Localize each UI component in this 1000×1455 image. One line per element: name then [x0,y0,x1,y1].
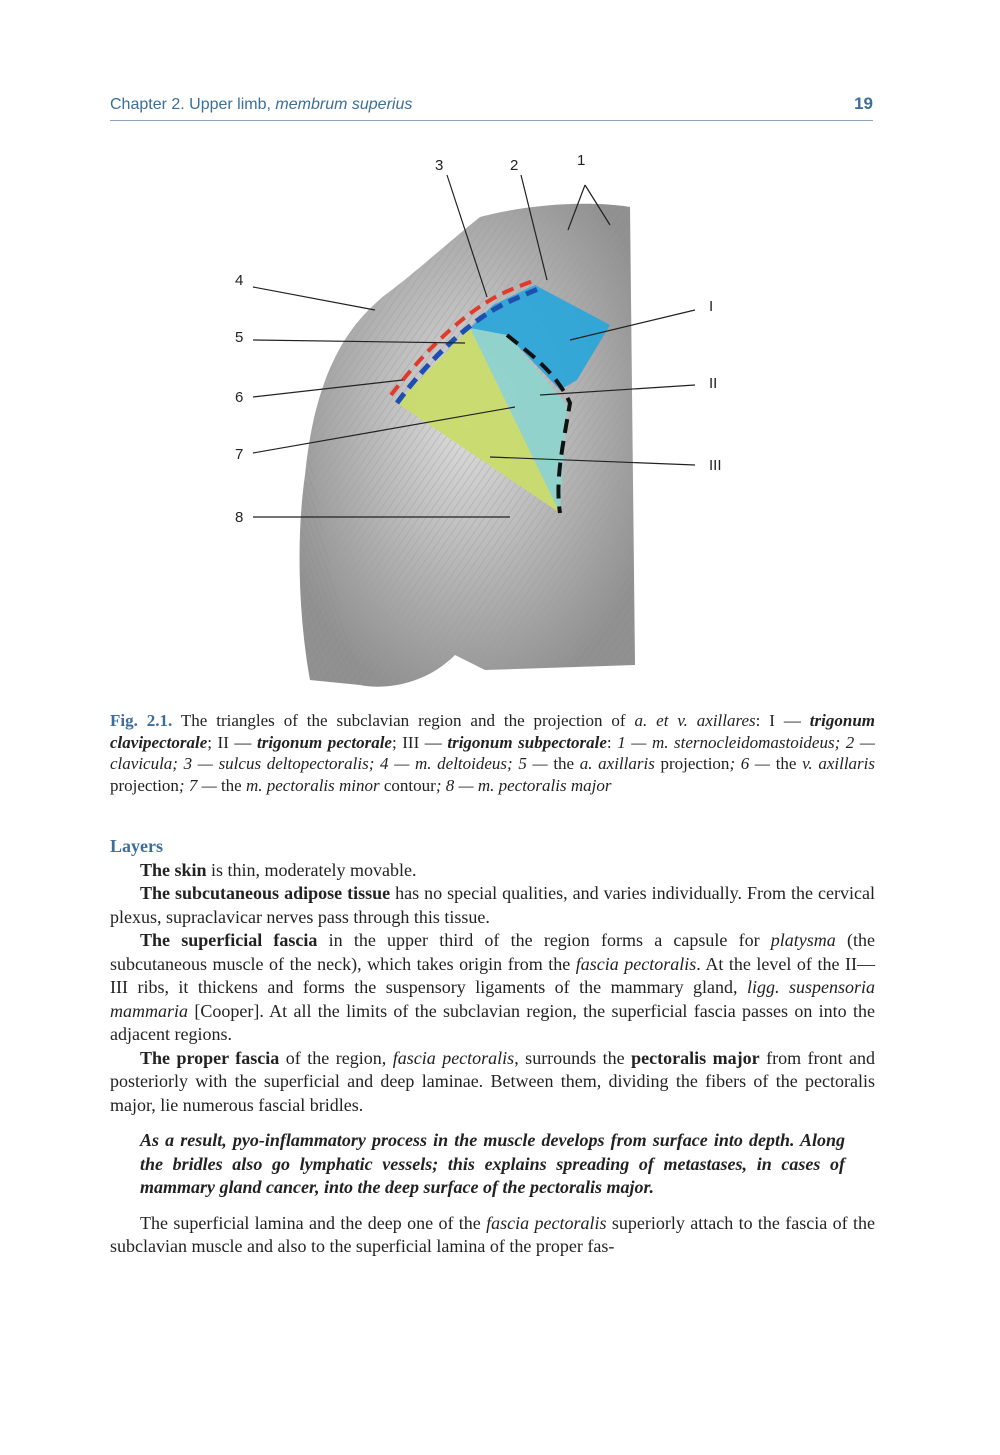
caption-term: trigonum pectorale [257,732,392,752]
latin-term: fascia pectoralis [486,1212,607,1233]
callout-4: 4 [235,272,244,289]
callout-7: 7 [235,446,244,463]
chapter-title [110,96,412,114]
paragraph-text: of the region, [279,1047,393,1068]
caption-text: the [220,775,246,795]
caption-text: ; III — [391,732,448,752]
paragraph-laminae [110,1212,875,1259]
paragraph-text: (the subcutaneous muscle of the neck), which takes origin from the [110,930,875,974]
page-number: 19 [854,94,873,113]
caption-latin: v. axillaris [802,754,876,773]
chapter-latin: membrum superius [275,96,413,113]
clinical-note: As a result, pyo-inflammatory process in the muscle develops from surface into depth. Along the bridles also go lymphatic vessels; this explains spreading of metastases, in cases of mammary gland cancer, into the deep surface of the pectoralis major. [140,1130,845,1197]
caption-latin: a. et v. axillares [634,711,756,730]
callout-2: 2 [510,157,519,174]
caption-text: : I — [755,711,810,730]
paragraph-skin [110,859,875,883]
callout-1: 1 [577,152,586,169]
caption-latin: ; 6 — [729,754,776,773]
figure-label: Fig. 2.1. [110,711,173,730]
paragraph-text: is thin, moderately movable. [206,859,417,880]
term: The skin [140,859,207,880]
anatomical-figure [225,145,735,700]
paragraph-proper-fascia [110,1047,875,1118]
caption-text: The triangles of the subclavian region and the projection of [172,711,635,730]
caption-text: : [606,732,618,752]
paragraph-text: from front and posteriorly with the superficial and deep laminae. Between them, dividing the fibers of the pectoralis major, lie numerous fascial bridles. [110,1047,876,1115]
term: The proper fascia [140,1047,280,1068]
callout-3: 3 [435,157,444,174]
callout-III: III [709,457,722,474]
paragraph-text: , surrounds the [514,1047,632,1068]
paragraph-text: has no special qualities, and varies individually. From the cervical plexus, supraclavicar nerves pass through this tissue. [110,883,875,927]
callout-II: II [709,375,718,392]
caption-text: ; II — [207,732,257,752]
latin-term: fascia pectoralis [575,953,697,974]
caption-text: projection [654,754,730,773]
caption-text: contour [379,775,436,795]
latin-term: ligg. suspensoria mammaria [110,977,875,1021]
caption-latin: ; 8 — m. pectoralis major [435,775,612,795]
caption-latin: 1 — m. sternocleidomastoideus; 2 — clavicula; 3 — sulcus deltopectoralis; 4 — m. deltoideus; 5 — [110,732,875,773]
running-header [110,94,873,121]
caption-latin: a. axillaris [579,754,655,773]
term: The superficial fascia [140,930,318,950]
paragraph-text: superiorly attach to the fascia of the subclavian muscle and also to the superficial lamina of the proper fas- [110,1212,875,1256]
paragraph-text: [Cooper]. At all the limits of the subclavian region, the superficial fascia passes on into the adjacent regions. [110,1000,875,1044]
figure-svg [225,145,735,700]
paragraph-superficial-fascia [110,929,875,1047]
callout-6: 6 [235,389,244,406]
term: pectoralis major [631,1047,760,1068]
chapter-text: Chapter 2. Upper limb, [110,96,271,113]
term: The subcutaneous adipose tissue [140,883,391,903]
paragraph-adipose [110,882,875,929]
section-heading: Layers [110,836,163,856]
latin-term: fascia pectoralis [392,1047,515,1068]
callout-8: 8 [235,509,244,526]
caption-text: the [775,754,803,773]
caption-latin: m. pectoralis minor [245,775,380,795]
figure-caption [110,710,875,796]
caption-text: projection [110,775,179,795]
latin-term: platysma [770,930,836,950]
caption-text: the [547,754,580,773]
body-text [110,835,875,1259]
paragraph-text: in the upper third of the region forms a capsule for [317,930,771,950]
caption-term: trigonum clavipectorale [110,711,875,752]
paragraph-text: The superficial lamina and the deep one of the [140,1212,487,1233]
callout-I: I [709,298,714,315]
caption-term: trigonum subpectorale [447,732,607,752]
callout-5: 5 [235,329,244,346]
paragraph-text: . At the level of the II—III ribs, it thickens and forms the suspensory ligaments of the mammary gland, [110,953,875,997]
caption-latin: ; 7 — [178,775,221,795]
